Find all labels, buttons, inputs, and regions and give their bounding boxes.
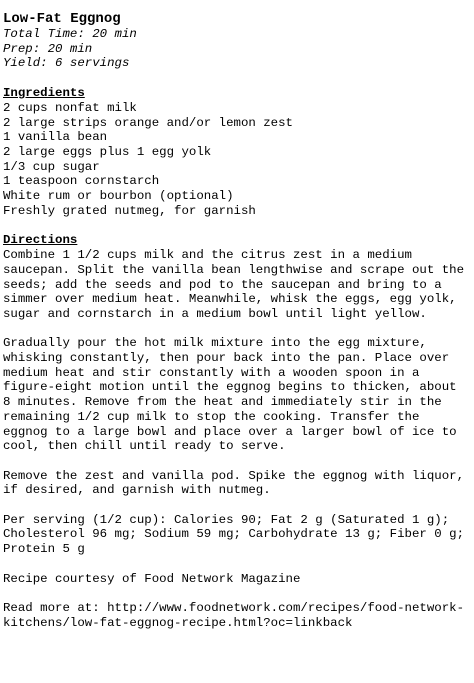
- ingredient-item: 1 vanilla bean: [3, 130, 108, 145]
- directions-body: [3, 248, 471, 498]
- prep-time: Prep: 20 min: [3, 41, 93, 56]
- ingredient-item: White rum or bourbon (optional): [3, 189, 234, 204]
- direction-paragraph: Gradually pour the hot milk mixture into the egg mixture, whisking constantly, then pour back into the pan. Place over medium heat and stir constantly with a wooden spoon in a figure-eight motion until the eggnog begins to thicken, about 8 minutes. Remove from the heat and immediately stir in the remaining 1/2 cup milk to stop the cooking. Transfer the eggnog to a large bowl and place over a larger bowl of ice to cool, then chill until ready to serve.: [3, 336, 457, 454]
- recipe-title: Low-Fat Eggnog: [3, 11, 121, 27]
- ingredient-item: Freshly grated nutmeg, for garnish: [3, 203, 256, 218]
- yield: Yield: 6 servings: [3, 56, 130, 71]
- ingredient-item: 1/3 cup sugar: [3, 159, 100, 174]
- read-more-link[interactable]: Read more at: http://www.foodnetwork.com/recipes/food-network-kitchens/low-fat-eggnog-recipe.html?oc=linkback: [3, 600, 465, 630]
- total-time: Total Time: 20 min: [3, 27, 137, 41]
- direction-paragraph: Remove the zest and vanilla pod. Spike the eggnog with liquor, if desired, and garnish with nutmeg.: [3, 468, 465, 498]
- ingredients-list: [3, 101, 471, 219]
- ingredient-item: 2 large strips orange and/or lemon zest: [3, 115, 293, 130]
- nutrition-info: Per serving (1/2 cup): Calories 90; Fat 2 g (Saturated 1 g); Cholesterol 96 mg; Sodium 59 mg; Carbohydrate 13 g; Fiber 0 g; Protein 5 g: [3, 512, 465, 557]
- ingredient-item: 1 teaspoon cornstarch: [3, 174, 160, 189]
- ingredient-item: 2 cups nonfat milk: [3, 100, 137, 115]
- directions-heading: Directions: [3, 233, 78, 248]
- ingredients-heading: Ingredients: [3, 86, 85, 101]
- direction-paragraph: Combine 1 1/2 cups milk and the citrus zest in a medium saucepan. Split the vanilla bean lengthwise and scrape out the seeds; add the seeds and pod to the saucepan and bring to a simmer over medium heat. Meanwhile, whisk the eggs, egg yolk, sugar and cornstarch in a medium bowl until light yellow.: [3, 248, 465, 321]
- ingredient-item: 2 large eggs plus 1 egg yolk: [3, 144, 212, 159]
- recipe-courtesy: Recipe courtesy of Food Network Magazine: [3, 571, 301, 586]
